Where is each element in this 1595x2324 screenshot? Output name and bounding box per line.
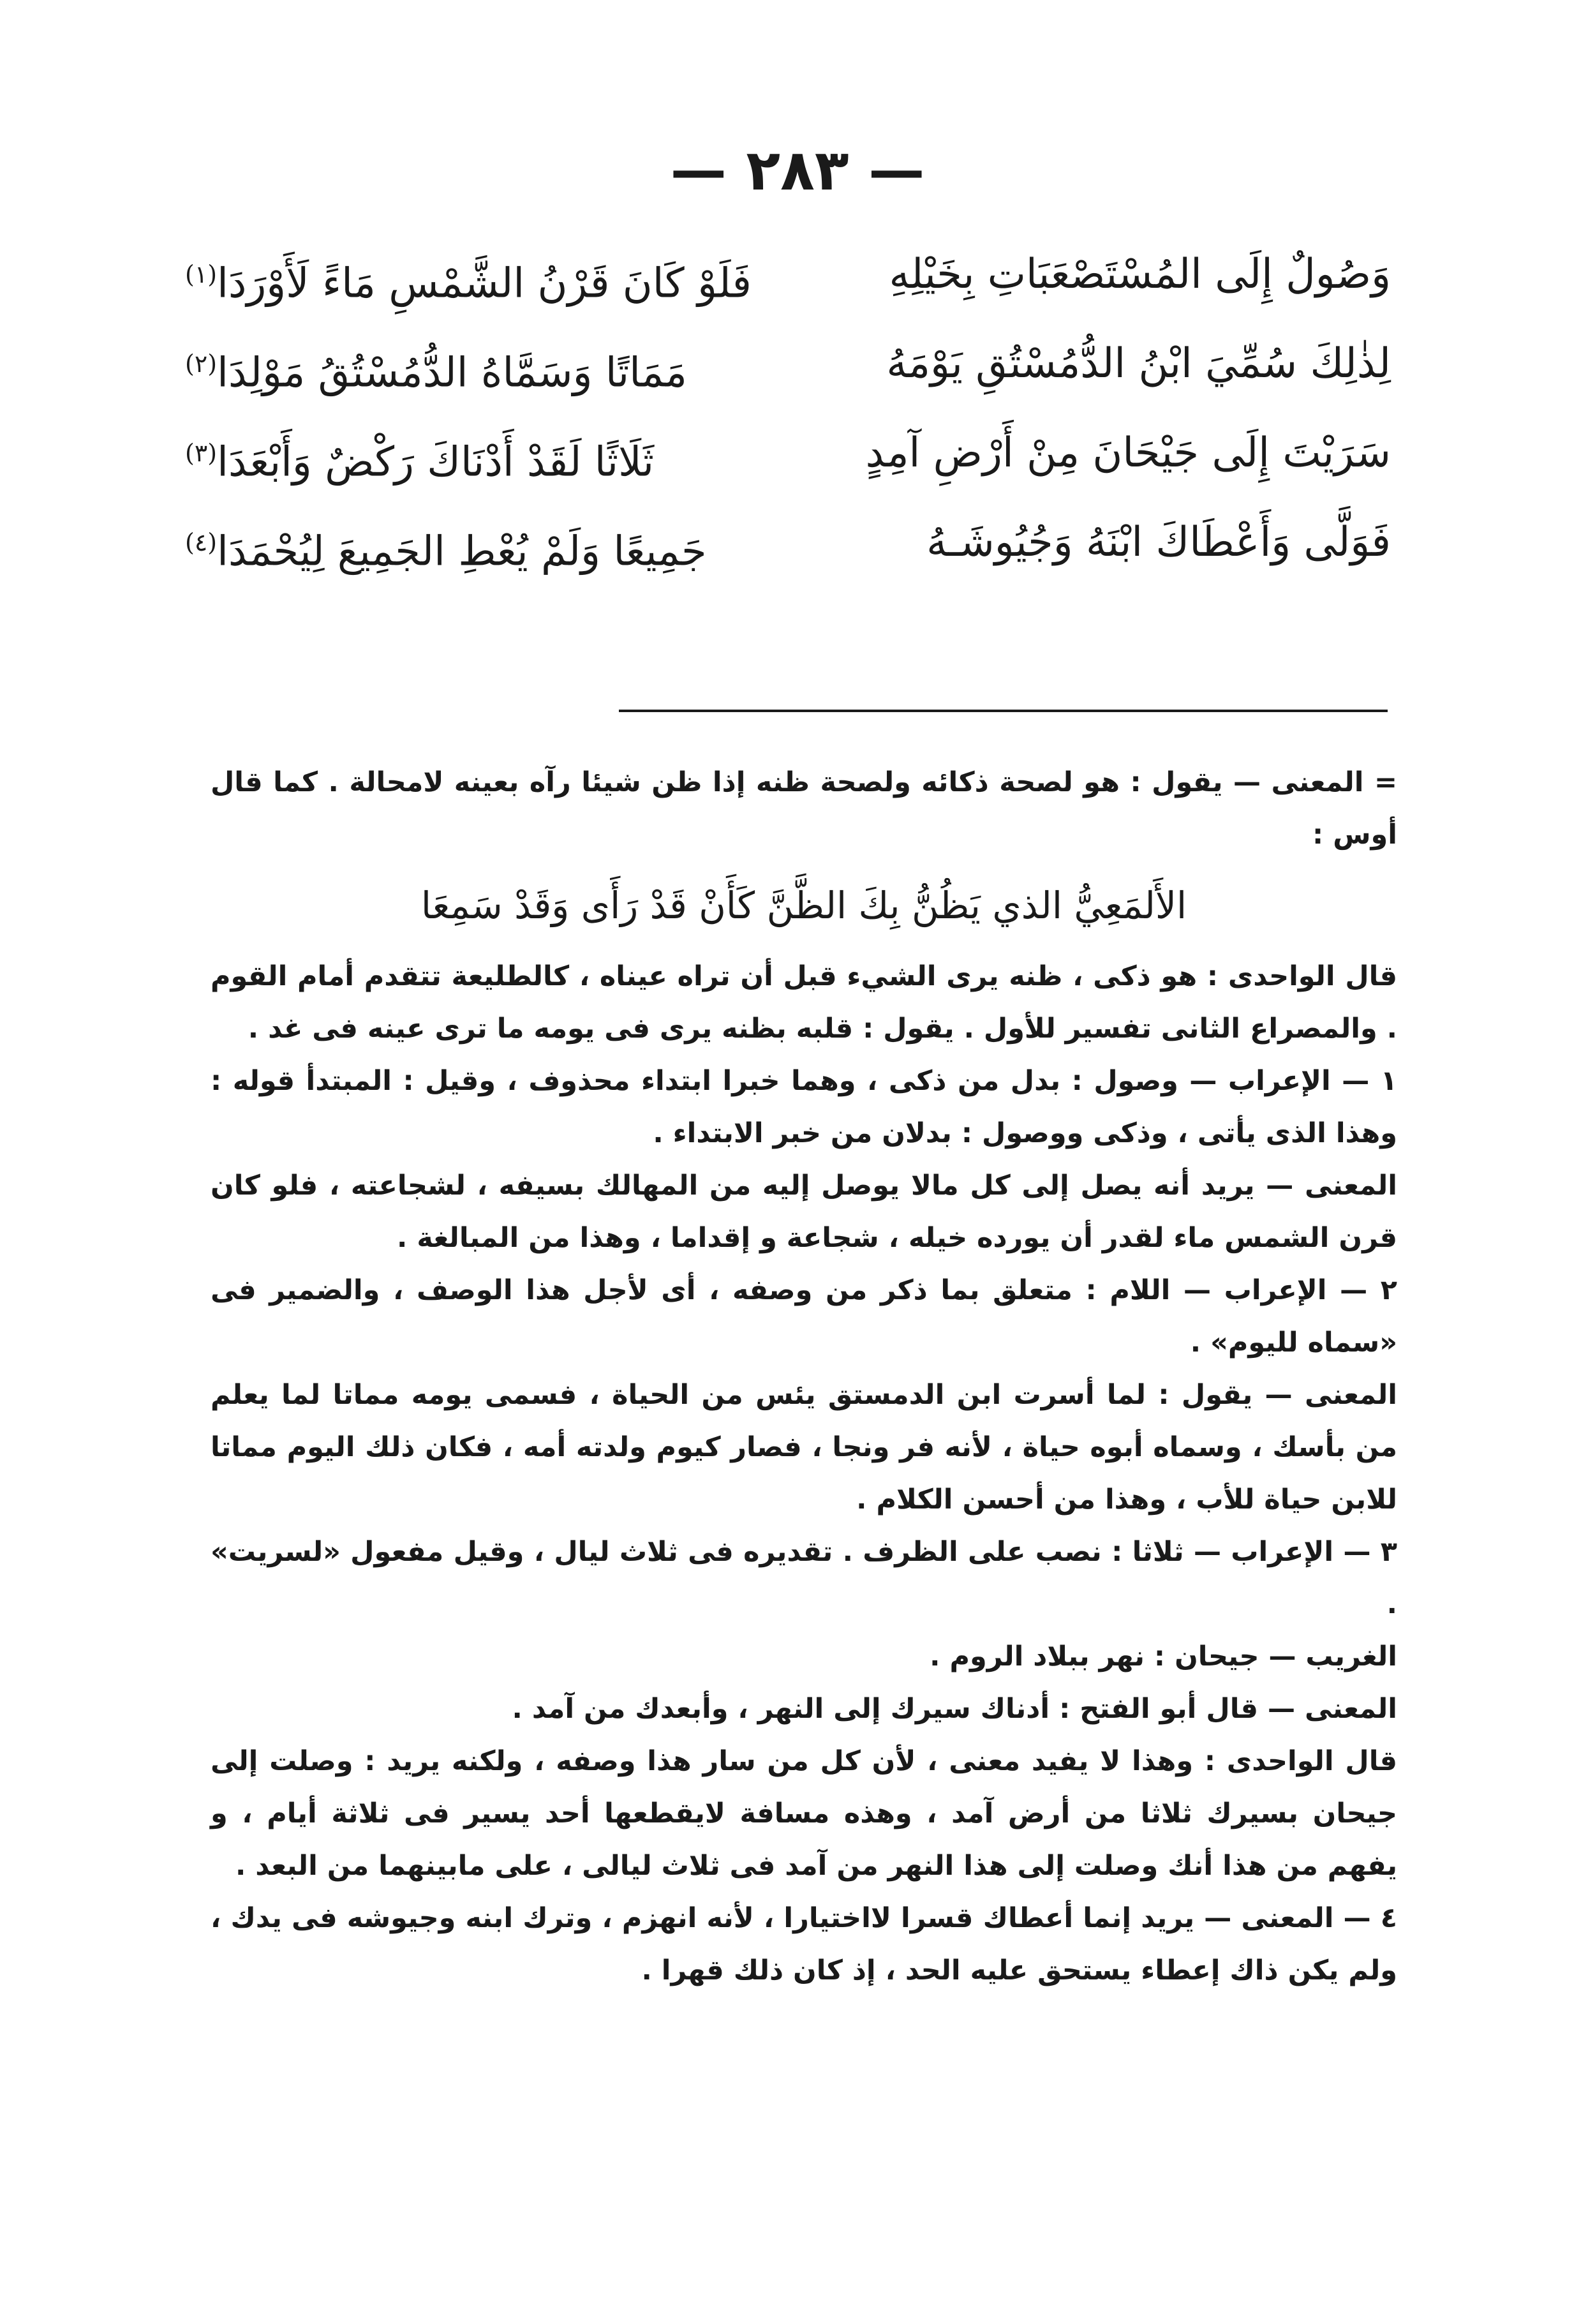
commentary-paragraph: ١ — الإعراب — وصول : بدل من ذكى ، وهما خبرا ابتداء محذوف ، وقيل : المبتدأ قوله : وهذا الذى يأتى ، وذكى ووصول : بدلان من خبر الابتداء . — [211, 1065, 1397, 1149]
verse-2-second-text: مَمَاتًا وَسَمَّاهُ الدُّمُسْتُقُ مَوْلِدَا — [217, 349, 687, 397]
commentary-paragraph: ٢ — الإعراب — اللام : متعلق بما ذكر من وصفه ، أى لأجل هذا الوصف ، والضمير فى «سماه لليوم» . — [211, 1274, 1397, 1359]
verse-4-second-text: جَمِيعًا وَلَمْ يُعْطِ الجَمِيعَ لِيُحْمَدَا — [217, 528, 707, 576]
verse-1 — [185, 236, 1391, 325]
quoted-verse: الأَلمَعِيُّ الذي يَظُنُّ بِكَ الظَّنَّ كَأَنْ قَدْ رَأَى وَقَدْ سَمِعَا — [420, 884, 1187, 927]
verse-2 — [185, 325, 1391, 415]
commentary-paragraph: المعنى — يقول : لما أسرت ابن الدمستق يئس من الحياة ، فسمى يومه مماتا لما يعلم من بأسك ، وسماه أبوه حياة ، لأنه فر ونجا ، فصار كيوم ولدته أمه ، فكان ذلك اليوم مماتا للابن حياة للأب ، وهذا من أحسن الكلام . — [211, 1379, 1397, 1516]
footnote-marker-4: (٤) — [185, 528, 218, 556]
commentary-paragraph: المعنى — يريد أنه يصل إلى كل مالا يوصل إليه من المهالك بسيفه ، لشجاعته ، فلو كان قرن الشمس ماء لقدر أن يورده خيله ، شجاعة و إقداما ، وهذا من المبالغة . — [211, 1170, 1397, 1254]
commentary-paragraph: المعنى — قال أبو الفتح : أدناك سيرك إلى النهر ، وأبعدك من آمد . — [512, 1693, 1397, 1725]
poem — [185, 236, 1391, 593]
footnote-marker-2: (٢) — [185, 350, 218, 378]
verse-2-second-hemistich — [185, 325, 798, 411]
verse-2-first-hemistich: لِذٰلِكَ سُمِّيَ ابْنُ الدُّمُسْتُقِ يَوْمَهُ — [886, 340, 1391, 387]
verse-4 — [185, 504, 1391, 593]
commentary — [211, 756, 1397, 1997]
commentary-paragraph: قال الواحدى : وهذا لا يفيد معنى ، لأن كل من سار هذا وصفه ، ولكنه يريد : وصلت إلى جيحان بسيرك ثلاثا من أرض آمد ، وهذه مسافة لايقطعها أحد يسير فى ثلاثة أيام ، و يفهم من هذا أنك وصلت إلى هذا النهر من آمد فى ثلاث ليالى ، على مابينهما من البعد . — [211, 1745, 1397, 1882]
commentary-paragraph: ٤ — المعنى — يريد إنما أعطاك قسرا لااختيارا ، لأنه انهزم ، وترك ابنه وجيوشه فى يدك ، ولم يكن ذاك إعطاء يستحق عليه الحد ، إذ كان ذلك قهرا . — [211, 1902, 1397, 1986]
commentary-paragraph: الغريب — جيحان : نهر ببلاد الروم . — [930, 1641, 1397, 1672]
verse-3-first-hemistich: سَرَيْتَ إِلَى جَيْحَانَ مِنْ أَرْضِ آمِدٍ — [865, 429, 1391, 477]
page-number: — ٢٨٣ — — [670, 137, 925, 203]
footnote-marker-3: (٣) — [185, 439, 218, 467]
commentary-paragraph: ٣ — الإعراب — ثلاثا : نصب على الظرف . تقديره فى ثلاث ليال ، وقيل مفعول «لسريت» . — [211, 1536, 1397, 1620]
verse-1-second-hemistich — [185, 236, 798, 322]
verse-3-second-hemistich — [185, 415, 798, 500]
verse-1-first-hemistich: وَصُولٌ إِلَى المُسْتَصْعَبَاتِ بِخَيْلِهِ — [889, 251, 1391, 298]
verse-4-second-hemistich — [185, 504, 798, 590]
verse-3-second-text: ثَلَاثًا لَقَدْ أَدْنَاكَ رَكْضٌ وَأَبْعَدَا — [217, 438, 655, 486]
verse-3 — [185, 415, 1391, 504]
footnote-separator — [619, 710, 1388, 712]
footnote-marker-1: (١) — [185, 260, 218, 288]
commentary-paragraph: قال الواحدى : هو ذكى ، ظنه يرى الشيء قبل أن تراه عيناه ، كالطليعة تتقدم أمام القوم . والمصراع الثانى تفسير للأول . يقول : قلبه بظنه يرى فى يومه ما ترى عينه فى غد . — [211, 960, 1397, 1045]
verse-1-second-text: فَلَوْ كَانَ قَرْنُ الشَّمْسِ مَاءً لَأَوْرَدَا — [217, 260, 752, 308]
verse-4-first-hemistich: فَوَلَّى وَأَعْطَاكَ ابْنَهُ وَجُيُوشَـهُ — [926, 519, 1391, 566]
commentary-paragraph: = المعنى — يقول : هو لصحة ذكائه ولصحة ظنه إذا ظن شيئا رآه بعينه لامحالة . كما قال أوس : — [211, 766, 1397, 851]
